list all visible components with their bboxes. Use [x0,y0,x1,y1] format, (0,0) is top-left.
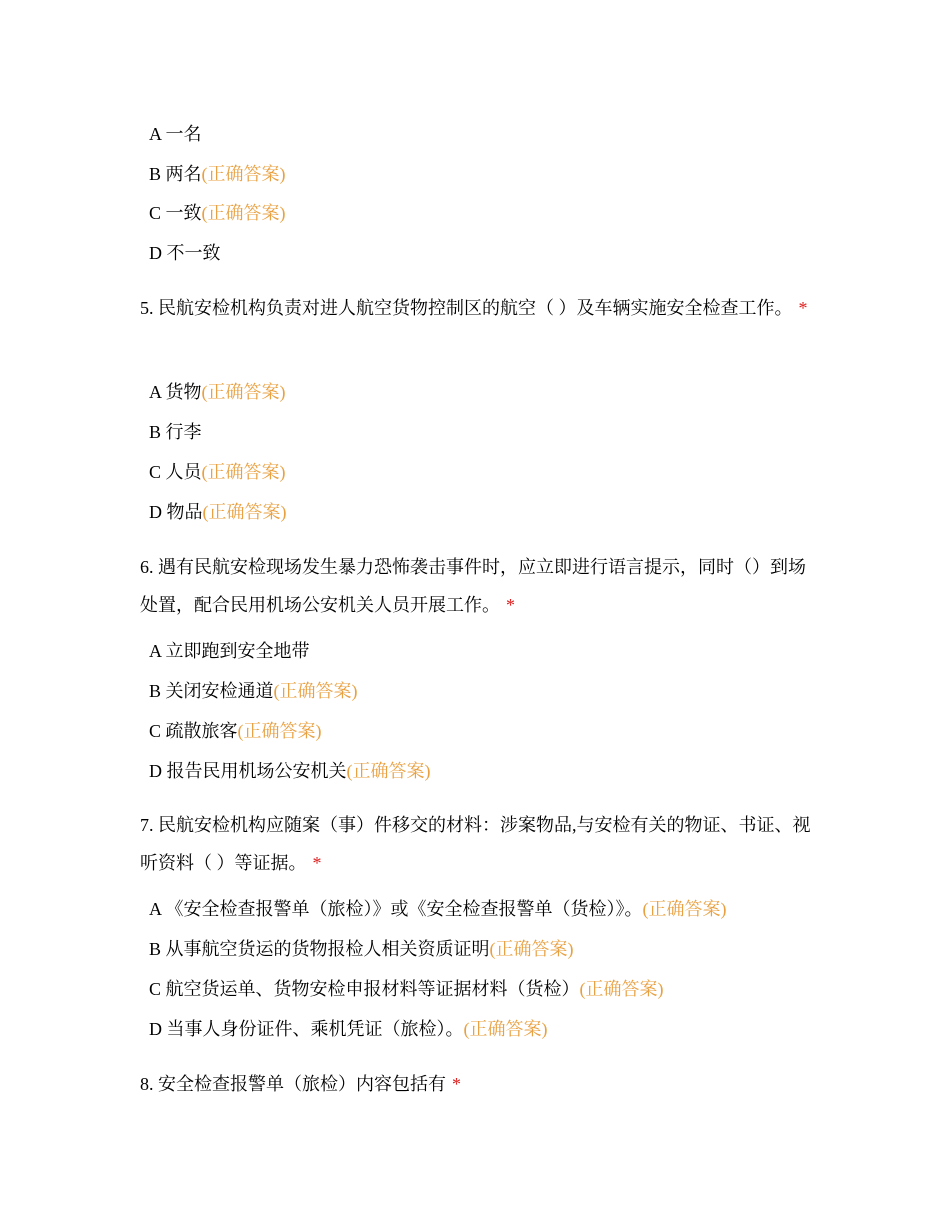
option-text: 航空货运单、货物安检申报材料等证据材料（货检） [165,979,580,999]
option-text: 从事航空货运的货物报检人相关资质证明 [165,939,490,959]
question-5 [140,289,820,327]
correct-answer-tag: (正确答案) [201,382,286,402]
question-text: 7. 民航安检机构应随案（事）件移交的材料：涉案物品,与安检有关的物证、书证、视听资料（ ）等证据。 [140,815,811,873]
option-text: 一名 [165,124,202,144]
required-mark: * [506,595,515,615]
option-d [149,759,431,783]
option-letter: A [149,382,162,402]
question-8 [140,1065,820,1103]
option-letter: D [149,761,162,781]
question-text: 6. 遇有民航安检现场发生暴力恐怖袭击事件时，应立即进行语言提示，同时（）到场处置，配合民用机场公安机关人员开展工作。 [140,557,806,615]
option-letter: B [149,681,162,701]
correct-answer-tag: (正确答案) [642,899,727,919]
correct-answer-tag: (正确答案) [579,979,664,999]
correct-answer-tag: (正确答案) [202,502,287,522]
option-text: 一致 [165,203,202,223]
option-a [149,380,286,404]
option-text: 两名 [165,164,202,184]
option-letter: B [149,939,162,959]
option-b [149,937,574,961]
option-c [149,719,322,743]
option-text: 立即跑到安全地带 [165,641,310,661]
required-mark: * [452,1074,461,1094]
option-text: 人员 [165,462,202,482]
option-letter: D [149,502,162,522]
option-letter: C [149,203,162,223]
option-letter: A [149,899,162,919]
option-c [149,201,286,225]
option-d [149,241,221,265]
option-a [149,897,727,921]
option-text: 当事人身份证件、乘机凭证（旅检）。 [166,1019,464,1039]
correct-answer-tag: (正确答案) [201,462,286,482]
option-letter: A [149,641,162,661]
correct-answer-tag: (正确答案) [201,203,286,223]
required-mark: * [798,298,808,318]
correct-answer-tag: (正确答案) [237,721,322,741]
option-letter: A [149,124,162,144]
option-text: 行李 [165,422,202,442]
question-text: 8. 安全检查报警单（旅检）内容包括有 [140,1074,446,1094]
correct-answer-tag: (正确答案) [273,681,358,701]
option-b [149,162,286,186]
option-text: 关闭安检通道 [165,681,274,701]
option-letter: C [149,462,162,482]
option-text: 疏散旅客 [165,721,238,741]
option-a [149,122,202,146]
option-a [149,639,310,663]
option-text: 不一致 [166,243,221,263]
correct-answer-tag: (正确答案) [201,164,286,184]
correct-answer-tag: (正确答案) [346,761,431,781]
question-7 [140,806,820,882]
option-d [149,500,287,524]
question-6 [140,548,820,624]
option-letter: D [149,243,162,263]
option-text: 货物 [165,382,202,402]
option-letter: C [149,979,162,999]
option-text: 物品 [166,502,203,522]
option-d [149,1017,548,1041]
option-letter: C [149,721,162,741]
option-c [149,460,286,484]
option-letter: B [149,422,162,442]
option-letter: D [149,1019,162,1039]
option-letter: B [149,164,162,184]
correct-answer-tag: (正确答案) [489,939,574,959]
correct-answer-tag: (正确答案) [463,1019,548,1039]
option-text: 报告民用机场公安机关 [166,761,347,781]
option-c [149,977,664,1001]
option-b [149,420,202,444]
option-b [149,679,358,703]
required-mark: * [312,853,322,873]
option-text: 《安全检查报警单（旅检）》或《安全检查报警单（货检）》。 [165,899,643,919]
question-text: 5. 民航安检机构负责对进人航空货物控制区的航空（ ）及车辆实施安全检查工作。 [140,298,793,318]
